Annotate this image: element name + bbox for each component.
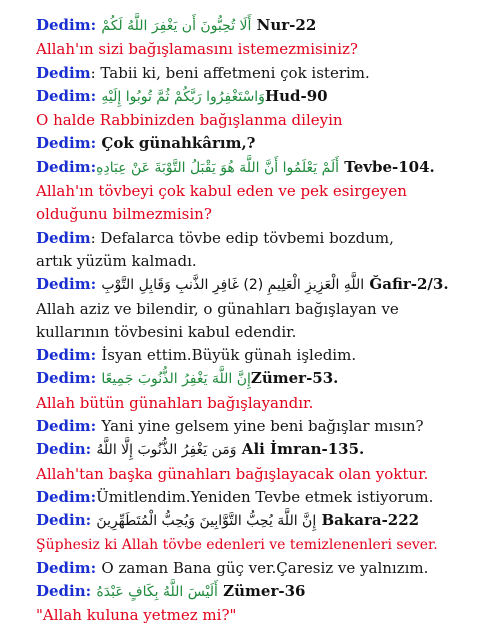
- verse-reference: Zümer-53.: [250, 369, 339, 388]
- answer-text: Allah bütün günahları bağışlayandır.: [36, 393, 314, 412]
- dialogue-line-7: [36, 273, 475, 297]
- dialogue-line-15: [36, 580, 475, 604]
- speaker-label: Dedin:: [36, 582, 97, 601]
- verse-reference: Tevbe-104.: [339, 157, 435, 176]
- verse-reference: Ali İmran-135.: [236, 440, 365, 459]
- arabic-verse: إِنَّ اللَّهَ يُحِبُّ التَّوَّابِينَ وَيُحِبُّ الْمُتَطَهِّرِينَ: [96, 513, 317, 530]
- arabic-verse: وَمَن يَغْفِرُ الذُّنُوبَ إِلَّا اللَّهُ: [96, 442, 237, 459]
- dialogue-line-14: [36, 557, 475, 580]
- speaker-label: Dedim:: [36, 417, 102, 436]
- arabic-verse: وَاسْتَغْفِرُوا رَبَّكُمْ ثُمَّ تُوبُوا إِلَيْهِ: [101, 88, 265, 105]
- answer-line-1: [36, 38, 475, 61]
- speaker-label: Dedin:: [36, 440, 97, 459]
- speaker-label: Dedim:: [36, 487, 97, 506]
- answer-line-8: [36, 604, 475, 627]
- verse-reference: Nur-22: [251, 16, 317, 34]
- answer-text: O halde Rabbinizden bağışlanma dileyin: [36, 111, 343, 130]
- dialogue-text: O zaman Bana güç ver.Çaresiz ve yalnızım.: [101, 558, 429, 577]
- answer-text: Allah'tan başka günahları bağışlayacak olan yoktur.: [36, 464, 429, 483]
- dialogue-text: Ümitlendim.Yeniden Tevbe etmek istiyorum.: [96, 487, 434, 506]
- speaker-label: Dedim:: [36, 16, 102, 34]
- verse-reference: Ğafir-2/3.: [364, 275, 449, 294]
- speaker-label: Dedim: [36, 63, 91, 82]
- arabic-verse: اللَّهِ الْعَزِيزِ الْعَلِيمِ (2) غَافِرِ الذَّنبِ وَقَابِلِ التَّوْبِ: [101, 277, 365, 294]
- dialogue-text: Yani yine gelsem yine beni bağışlar mısın?: [101, 417, 424, 436]
- answer-text: Allah'ın sizi bağışlamasını istemezmisiniz?: [36, 40, 358, 59]
- dialogue-line-3: [36, 85, 475, 109]
- verse-reference: Hud-90: [264, 86, 328, 105]
- arabic-verse: إِنَّ اللَّهَ يَغْفِرُ الذُّنُوبَ جَمِيعًا: [101, 371, 251, 388]
- dialogue-line-10: [36, 415, 475, 438]
- arabic-verse: أَلَمْ يَعْلَمُوا أَنَّ اللَّهَ هُوَ يَقْبَلُ التَّوْبَةَ عَنْ عِبَادِهِ: [96, 159, 340, 176]
- dialogue-line-9: [36, 367, 475, 391]
- dialogue-text: Çok günahkârım,?: [96, 134, 256, 153]
- answer-line-3: [36, 180, 475, 203]
- dialogue-line-8: [36, 344, 475, 367]
- explanation-text: kullarının tövbesini kabul edendir.: [36, 322, 297, 341]
- speaker-label: Dedim:: [36, 369, 102, 388]
- speaker-label: Dedim:: [36, 134, 97, 153]
- speaker-label: Dedim:: [36, 558, 102, 577]
- arabic-verse: أَلَيْسَ اللَّهُ بِكَافٍ عَبْدَهُ: [96, 584, 218, 601]
- dialogue-text: : Defalarca tövbe edip tövbemi bozdum,: [90, 228, 394, 247]
- dialogue-text: İsyan ettim.Büyük günah işledim.: [101, 346, 357, 365]
- dialogue-line-6: [36, 227, 475, 250]
- dialogue-line-1: [36, 14, 475, 38]
- dialogue-line-13: [36, 509, 475, 533]
- answer-line-5: [36, 392, 475, 415]
- speaker-label: Dedim:: [36, 86, 102, 105]
- dialogue-text: artık yüzüm kalmadı.: [36, 251, 197, 270]
- speaker-label: Dedim:: [36, 346, 102, 365]
- dialogue-line-12: [36, 486, 475, 509]
- explanation-line-1: [36, 298, 475, 321]
- dialogue-line-2: [36, 62, 475, 85]
- dialogue-line-4: [36, 132, 475, 155]
- arabic-verse: أَلَا تُحِبُّونَ أَن يَغْفِرَ اللَّهُ لَكُمْ: [101, 18, 252, 34]
- dialogue-text: : Tabii ki, beni affetmeni çok isterim.: [90, 63, 370, 82]
- answer-text: olduğunu bilmezmisin?: [36, 205, 212, 224]
- answer-line-7: [36, 534, 475, 557]
- answer-text: "Allah kuluna yetmez mi?": [36, 606, 237, 625]
- speaker-label: Dedim:: [36, 157, 97, 176]
- verse-reference: Bakara-222: [316, 511, 420, 530]
- answer-line-2: [36, 109, 475, 132]
- verse-reference: Zümer-36: [217, 582, 306, 601]
- answer-line-4: [36, 203, 475, 226]
- speaker-label: Dedim: [36, 228, 91, 247]
- speaker-label: Dedim:: [36, 275, 102, 294]
- answer-text: Allah'ın tövbeyi çok kabul eden ve pek esirgeyen: [36, 182, 407, 201]
- speaker-label: Dedin:: [36, 511, 97, 530]
- dialogue-continuation: [36, 250, 475, 273]
- dialogue-line-5: [36, 156, 475, 180]
- dialogue-line-11: [36, 438, 475, 462]
- answer-text: Şüphesiz ki Allah tövbe edenleri ve temizlenenleri sever.: [36, 536, 438, 553]
- answer-line-6: [36, 463, 475, 486]
- explanation-text: Allah aziz ve bilendir, o günahları bağışlayan ve: [36, 299, 399, 318]
- explanation-line-2: [36, 321, 475, 344]
